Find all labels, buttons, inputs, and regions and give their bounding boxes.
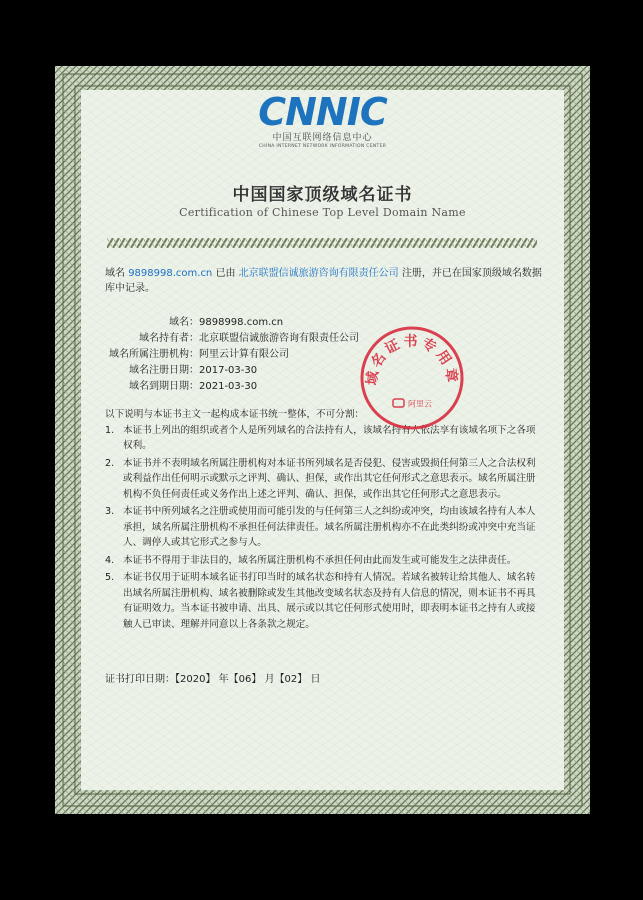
- certificate-title-en: Certification of Chinese Top Level Domain Name: [179, 206, 466, 219]
- registrant-link[interactable]: 北京联盟信诚旅游咨询有限责任公司: [238, 268, 399, 279]
- certificate: [55, 66, 590, 814]
- logo-en-name: CHINA INTERNET NETWORK INFORMATION CENTER: [258, 144, 387, 149]
- terms-intro: 以下说明与本证书主文一起构成本证书统一整体，不可分割：: [105, 409, 365, 420]
- term-item: 3. 本证书中所列域名之注册或使用而可能引发的与任何第三人之纠纷或冲突，均由该域名持有人本人承担，域名所属注册机构不承担任何法律责任。域名所属注册机构亦不在此类纠纷或冲突中充当证人、调停人或其它形式之参与人。: [105, 506, 536, 548]
- cnnic-logo: [230, 92, 415, 162]
- title-divider: [107, 238, 537, 248]
- domain-link[interactable]: 9898998.com.cn: [128, 268, 213, 279]
- logo-cn-name: 中国互联网络信息中心: [272, 133, 373, 143]
- detail-expiry-date: 域名到期日期：2021-03-30: [129, 381, 258, 392]
- seal-text: 域名证书专用章: [364, 334, 460, 387]
- terms-section: [105, 407, 545, 634]
- logo-wordmark: CNNIC: [258, 90, 387, 134]
- detail-registrar: 域名所属注册机构：阿里云计算有限公司: [109, 349, 289, 360]
- term-item: 1. 本证书上列出的组织或者个人是所列域名的合法持有人，该域名持有人依法享有该域名项下之各项权利。: [105, 424, 536, 451]
- aliyun-icon: [393, 399, 404, 407]
- registration-statement: 域名 9898998.com.cn 已由 北京联盟信诚旅游咨询有限责任公司 注册，并已在国家顶级域名数据库中记录。: [105, 268, 542, 294]
- detail-reg-date: 域名注册日期：2017-03-30: [129, 365, 258, 376]
- seal-brand: 阿里云: [408, 399, 432, 409]
- term-item: 4. 本证书不得用于非法目的，域名所属注册机构不承担任何由此而发生或可能发生之法律责任。: [105, 554, 517, 566]
- term-item: 5. 本证书仅用于证明本域名证书打印当时的域名状态和持有人情况。若域名被转让给其他人、域名转出域名所属注册机构、域名被删除或发生其他改变域名状态及持有人信息的情况，则本证书不再具有证明效力。当本证书被申请、出具、展示或以其它任何形式使用时，即表明本证书之持有人或接触人已审读、理解并同意以上各条款之规定。: [105, 572, 536, 630]
- print-date: 证书打印日期：【2020】 年【06】 月【02】 日: [105, 674, 321, 685]
- detail-holder: 域名持有者：北京联盟信诚旅游咨询有限责任公司: [139, 333, 359, 344]
- term-item: 2. 本证书并不表明域名所属注册机构对本证书所列域名是否侵犯、侵害或毁损任何第三人之合法权利或利益作出任何明示或默示之评判、确认、担保，或作出其它任何形式之意思表示。域名所属注册机构不负任何责任或义务作出上述之评判、确认、担保，或作出其它任何形式之意思表示。: [105, 457, 536, 500]
- detail-domain: 域名：9898998.com.cn: [169, 317, 284, 328]
- certificate-title-cn: 中国国家顶级域名证书: [232, 185, 413, 205]
- official-seal: [357, 323, 467, 433]
